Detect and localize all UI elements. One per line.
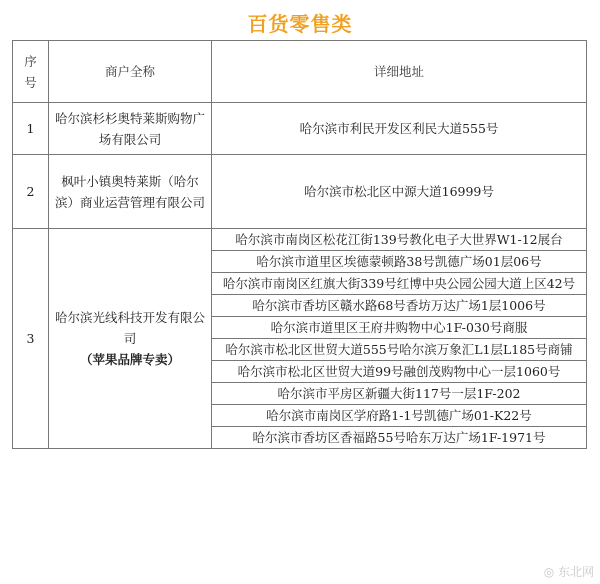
row-name: 枫叶小镇奥特莱斯（哈尔滨）商业运营管理有限公司: [49, 155, 212, 229]
row-address: 哈尔滨市香坊区赣水路68号香坊万达广场1层1006号: [212, 295, 587, 317]
header-seq-line2: 号: [24, 74, 37, 90]
row-seq: 1: [13, 103, 49, 155]
row-address: 哈尔滨市松北区世贸大道99号融创茂购物中心一层1060号: [212, 361, 587, 383]
row-address: 哈尔滨市利民开发区利民大道555号: [212, 103, 587, 155]
header-address: 详细地址: [212, 41, 587, 103]
header-name: 商户全称: [49, 41, 212, 103]
table-row: [13, 229, 587, 251]
table-header-row: [13, 41, 587, 103]
row-address: 哈尔滨市平房区新疆大街117号一层1F-202: [212, 383, 587, 405]
row-name: 哈尔滨杉杉奥特莱斯购物广场有限公司: [49, 103, 212, 155]
row-address: 哈尔滨市道里区王府井购物中心1F-030号商服: [212, 317, 587, 339]
row-address: 哈尔滨市南岗区松花江街139号教化电子大世界W1-12展台: [212, 229, 587, 251]
row-address: 哈尔滨市松北区中源大道16999号: [212, 155, 587, 229]
row-address: 哈尔滨市香坊区香福路55号哈东万达广场1F-1971号: [212, 427, 587, 449]
table-row: [13, 155, 587, 229]
row-name-note: （苹果品牌专卖）: [79, 352, 180, 367]
row-name: [49, 229, 212, 449]
row-address: 哈尔滨市松北区世贸大道555号哈尔滨万象汇L1层L185号商铺: [212, 339, 587, 361]
merchant-table: [12, 40, 587, 449]
row-address: 哈尔滨市道里区埃德蒙顿路38号凯德广场01层06号: [212, 251, 587, 273]
row-address: 哈尔滨市南岗区学府路1-1号凯德广场01-K22号: [212, 405, 587, 427]
page-title: 百货零售类: [247, 12, 353, 36]
row-seq: 2: [13, 155, 49, 229]
header-seq-line1: 序: [24, 53, 37, 69]
watermark: ◎ 东北网: [543, 565, 594, 579]
row-name-text: 哈尔滨光线科技开发有限公司: [54, 310, 205, 346]
row-address: 哈尔滨市南岗区红旗大街339号红博中央公园公园大道上区42号: [212, 273, 587, 295]
row-seq: 3: [13, 229, 49, 449]
header-seq: [13, 41, 49, 103]
table-row: [13, 103, 587, 155]
